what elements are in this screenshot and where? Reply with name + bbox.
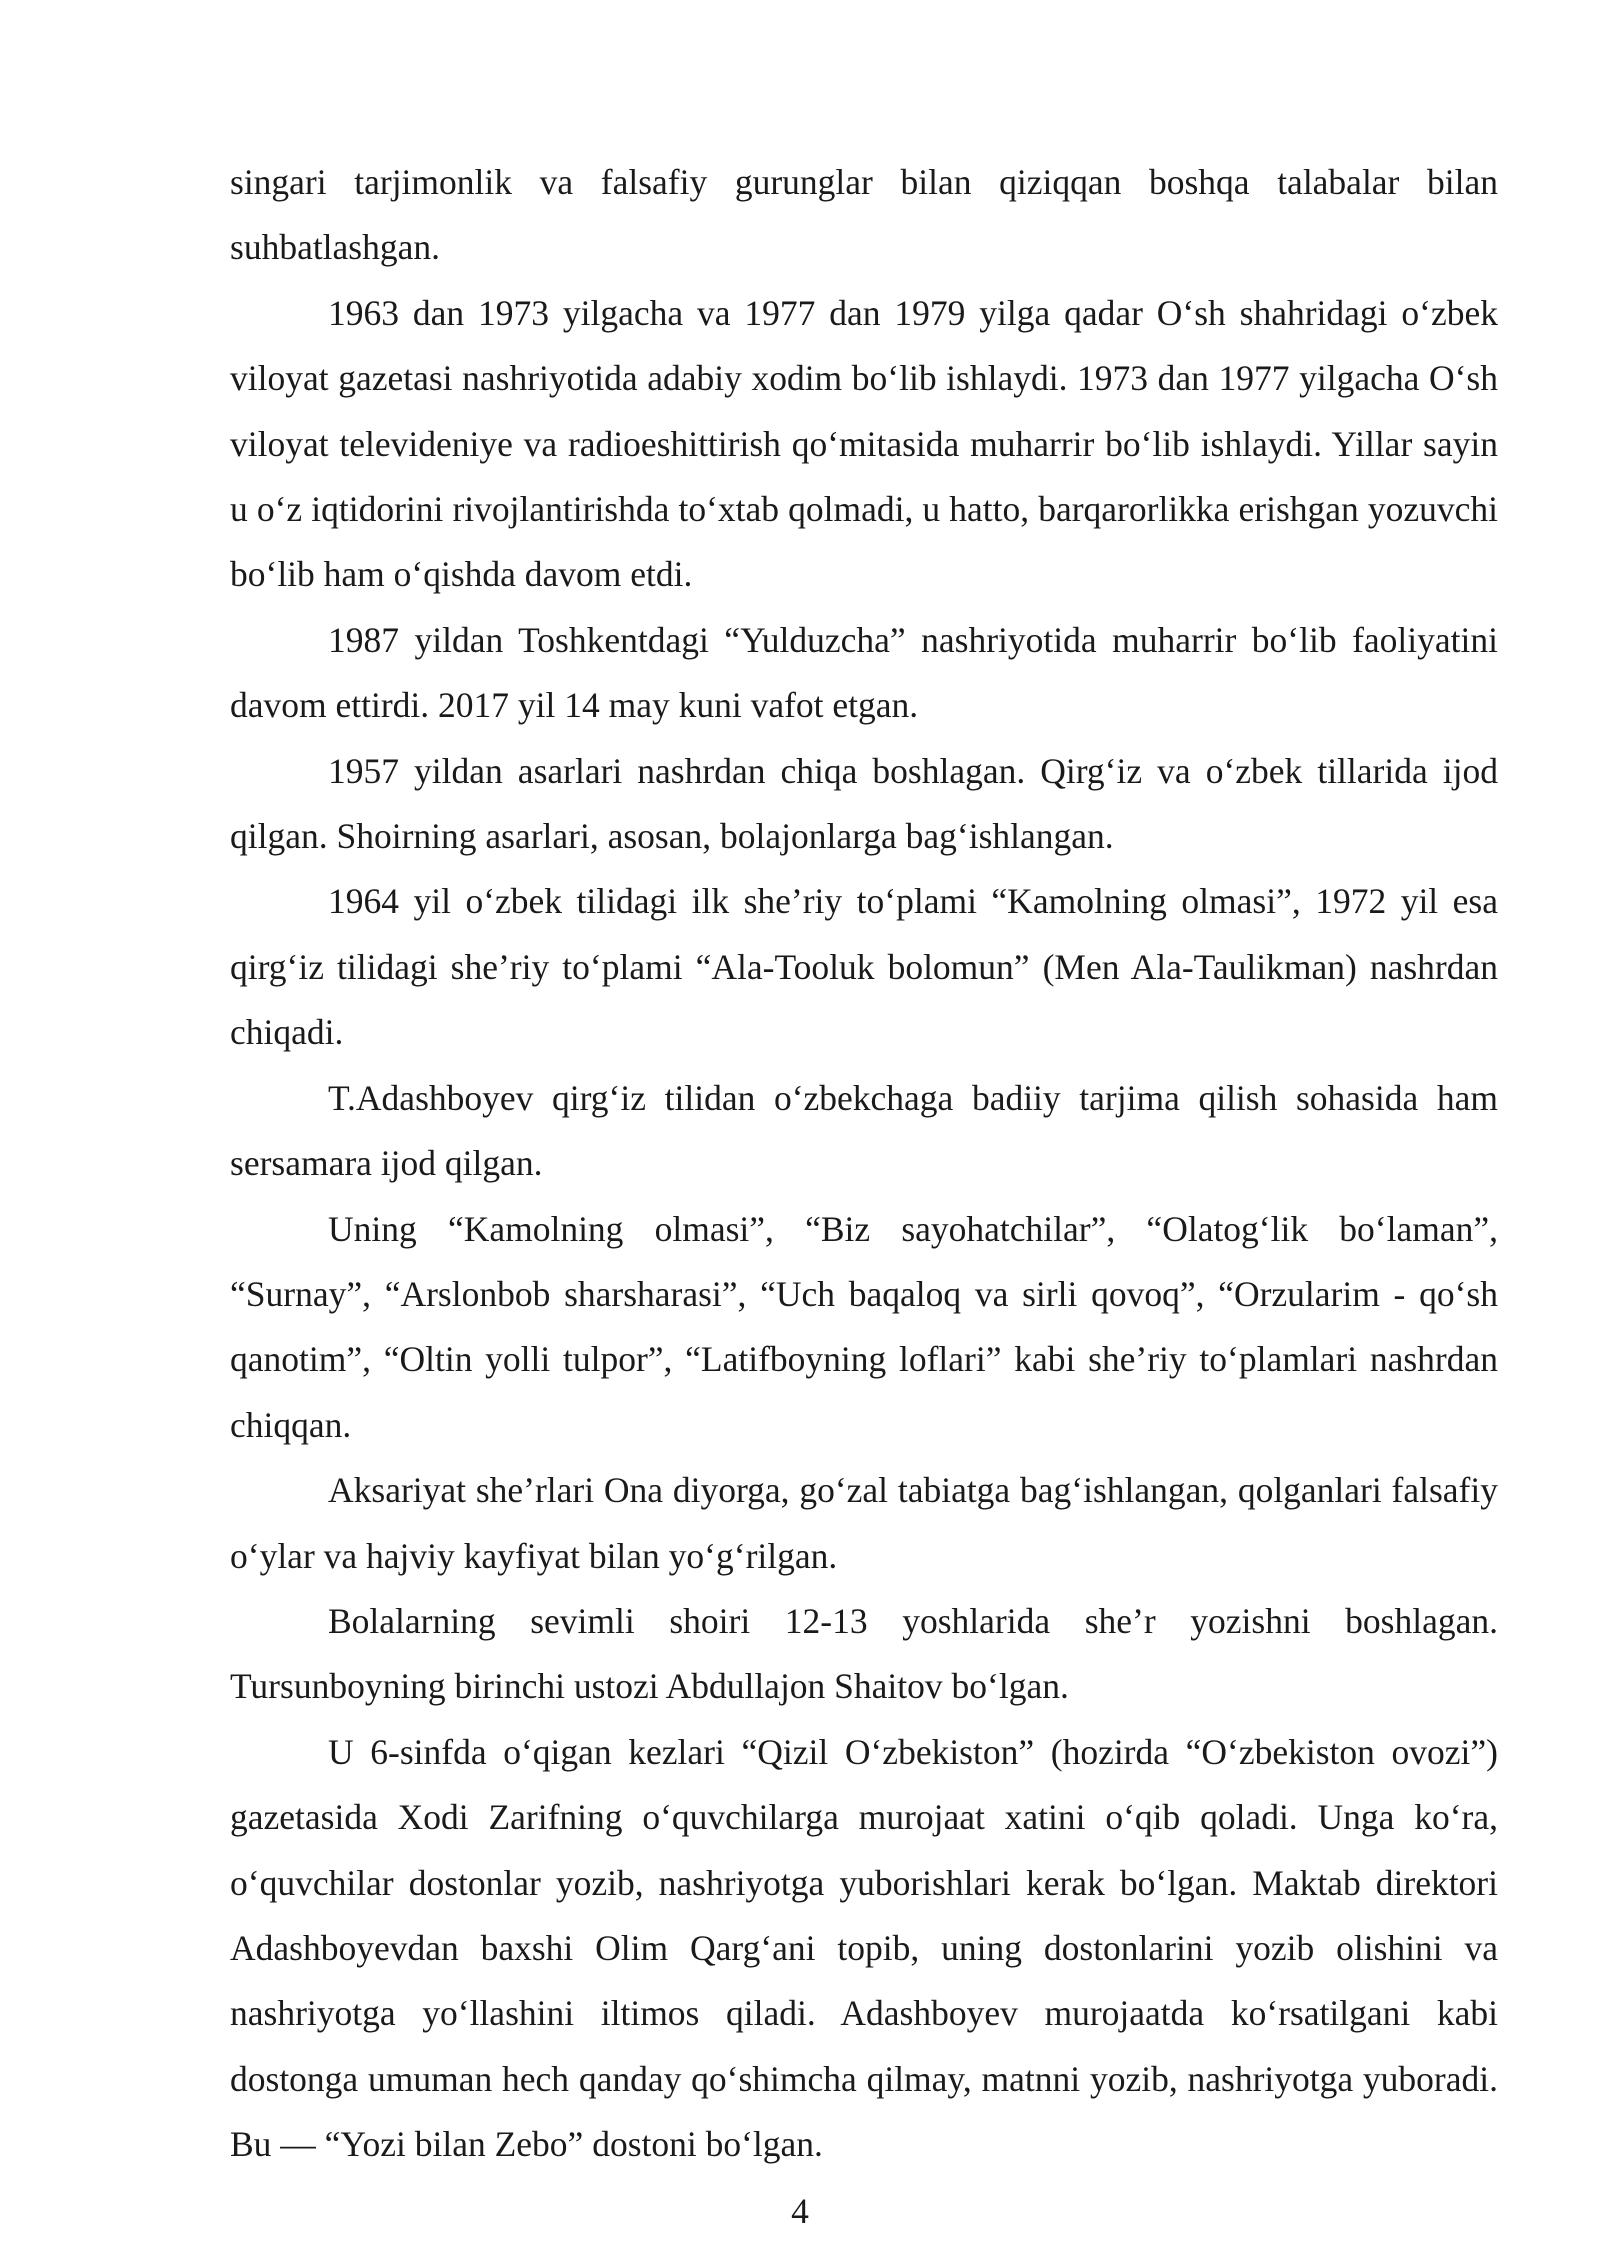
- paragraph-continuation: singari tarjimonlik va falsafiy gurunglar bilan qiziqqan boshqa talabalar bilan suhbatlashgan.: [230, 162, 1498, 268]
- document-page: [230, 150, 1498, 2178]
- paragraph-school-story: U 6-sinfda o‘qigan kezlari “Qizil O‘zbekiston” (hozirda “O‘zbekiston ovozi”) gazetasida Xodi Zarifning o‘quvchilarga murojaat xatini o‘qib qoladi. Unga ko‘ra, o‘quvchilar dostonlar yozib, nashriyotga yuborishlari kerak bo‘lgan. Maktab direktori Adashboyevdan baxshi Olim Qarg‘ani topib, uning dostonlarini yozib olishini va nashriyotga yo‘llashini iltimos qiladi. Adashboyev murojaatda ko‘rsatilgani kabi dostonga umuman hech qanday qo‘shimcha qilmay, matnni yozib, nashriyotga yuboradi. Bu — “Yozi bilan Zebo” dostoni bo‘lgan.: [230, 1731, 1498, 2165]
- paragraph-translation: T.Adashboyev qirg‘iz tilidan o‘zbekchaga badiiy tarjima qilish sohasida ham sersamara ijod qilgan.: [230, 1077, 1498, 1184]
- paragraph-first-collections: 1964 yil o‘zbek tilidagi ilk she’riy to‘plami “Kamolning olmasi”, 1972 yil esa qirg‘iz tilidagi she’riy to‘plami “Ala-Tooluk bolomun” (Men Ala-Taulikman) nashrdan chiqadi.: [230, 881, 1498, 1053]
- paragraph-early-poetry: Bolalarning sevimli shoiri 12-13 yoshlarida she’r yozishni boshlagan. Tursunboyning birinchi ustozi Abdullajon Shaitov bo‘lgan.: [230, 1600, 1498, 1707]
- paragraph-themes: Aksariyat she’rlari Ona diyorga, go‘zal tabiatga bag‘ishlangan, qolganlari falsafiy o‘ylar va hajviy kayfiyat bilan yo‘g‘rilgan.: [230, 1470, 1498, 1576]
- paragraph-collections-list: Uning “Kamolning olmasi”, “Biz sayohatchilar”, “Olatog‘lik bo‘laman”, “Surnay”, “Arslonbob sharsharasi”, “Uch baqaloq va sirli qovoq”, “Orzularim - qo‘sh qanotim”, “Oltin yolli tulpor”, “Latifboyning loflari” kabi she’riy to‘plamlari nashrdan chiqqan.: [230, 1208, 1498, 1445]
- paragraph-career-1987: 1987 yildan Toshkentdagi “Yulduzcha” nashriyotida muharrir bo‘lib faoliyatini davom ettirdi. 2017 yil 14 may kuni vafot etgan.: [230, 619, 1498, 726]
- page-number: 4: [791, 2191, 809, 2231]
- paragraph-publications-1957: 1957 yildan asarlari nashrdan chiqa boshlagan. Qirg‘iz va o‘zbek tillarida ijod qilgan. Shoirning asarlari, asosan, bolajonlarga bag‘ishlangan.: [230, 750, 1498, 857]
- paragraph-career-1963: 1963 dan 1973 yilgacha va 1977 dan 1979 yilga qadar O‘sh shahridagi o‘zbek viloyat gazetasi nashriyotida adabiy xodim bo‘lib ishlaydi. 1973 dan 1977 yilgacha O‘sh viloyat televideniye va radioeshittirish qo‘mitasida muharrir bo‘lib ishlaydi. Yillar sayin u o‘z iqtidorini rivojlantirishda to‘xtab qolmadi, u hatto, barqarorlikka erishgan yozuvchi bo‘lib ham o‘qishda davom etdi.: [230, 292, 1498, 595]
